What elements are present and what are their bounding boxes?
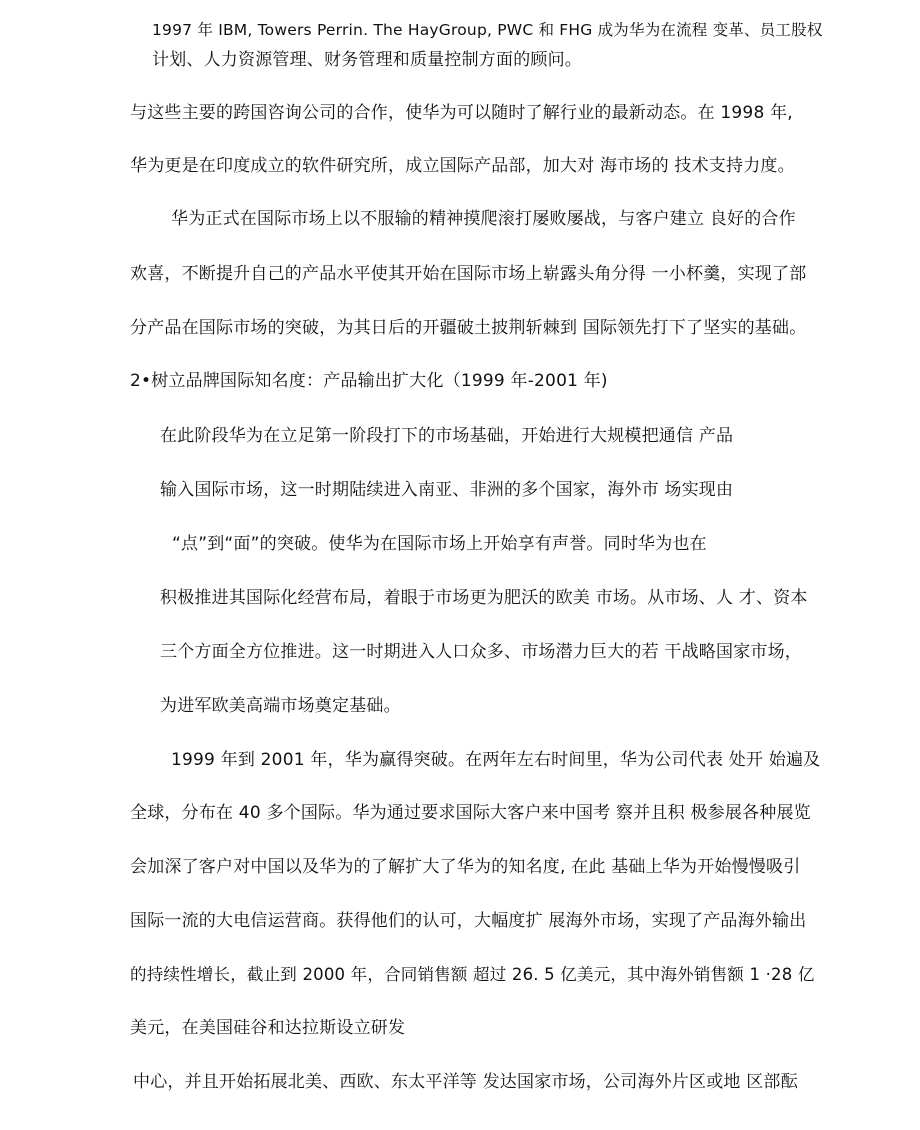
text-line-11: “点”到“面”的突破。使华为在国际市场上开始享有声誉。同时华为也在 (172, 534, 707, 554)
section-heading: 2•树立品牌国际知名度：产品输出扩大化（1999 年-2001 年) (130, 371, 608, 391)
text-line-10: 输入国际市场，这一时期陆续进入南亚、非洲的多个国家，海外市 场实现由 (160, 480, 734, 500)
text-line-3: 与这些主要的跨国咨询公司的合作，使华为可以随时了解行业的最新动态。在 1998 年, (130, 103, 793, 123)
text-line-9: 在此阶段华为在立足第一阶段打下的市场基础，开始进行大规模把通信 产品 (160, 426, 734, 446)
text-line-1: 1997 年 IBM, Towers Perrin. The HayGroup, PWC 和 FHG 成为华为在流程 变革、员工股权 (152, 21, 823, 39)
text-line-19: 的持续性增长，截止到 2000 年，合同销售额 超过 26. 5 亿美元，其中海外销售额 1 ·28 亿 (130, 965, 815, 984)
text-line-4: 华为更是在印度成立的软件研究所，成立国际产品部，加大对 海市场的 技术支持力度。 (130, 156, 795, 176)
text-line-15: 1999 年到 2001 年，华为赢得突破。在两年左右时间里，华为公司代表 处开 始遍及 (171, 750, 821, 770)
text-line-17: 会加深了客户对中国以及华为的了解扩大了华为的知名度, 在此 基础上华为开始慢慢吸引 (130, 857, 801, 877)
text-line-18: 国际一流的大电信运营商。获得他们的认可，大幅度扩 展海外市场，实现了产品海外输出 (130, 911, 807, 931)
text-line-6: 欢喜，不断提升自己的产品水平使其开始在国际市场上崭露头角分得 一小杯羹，实现了部 (130, 264, 807, 284)
text-line-2: 计划、人力资源管理、财务管理和质量控制方面的顾问。 (152, 50, 582, 70)
text-line-16: 全球，分布在 40 多个国际。华为通过要求国际大客户来中国考 察并且积 极参展各种展览 (130, 803, 811, 823)
text-line-5: 华为正式在国际市场上以不服输的精神摸爬滚打屡败屡战，与客户建立 良好的合作 (171, 209, 796, 229)
text-line-21: 中心，并且开始拓展北美、西欧、东太平洋等 发达国家市场，公司海外片区或地 区部酝 (133, 1072, 798, 1092)
text-line-12: 积极推进其国际化经营布局，着眼于市场更为肥沃的欧美 市场。从市场、人 才、资本 (160, 588, 808, 608)
text-line-20: 美元，在美国硅谷和达拉斯设立研发 (130, 1018, 406, 1038)
text-line-14: 为进军欧美高端市场奠定基础。 (160, 696, 401, 716)
text-line-13: 三个方面全方位推进。这一时期进入人口众多、市场潜力巨大的若 干战略国家市场， (160, 642, 803, 662)
text-line-7: 分产品在国际市场的突破，为其日后的开疆破土披荆斩棘到 国际领先打下了坚实的基础。 (130, 318, 807, 338)
